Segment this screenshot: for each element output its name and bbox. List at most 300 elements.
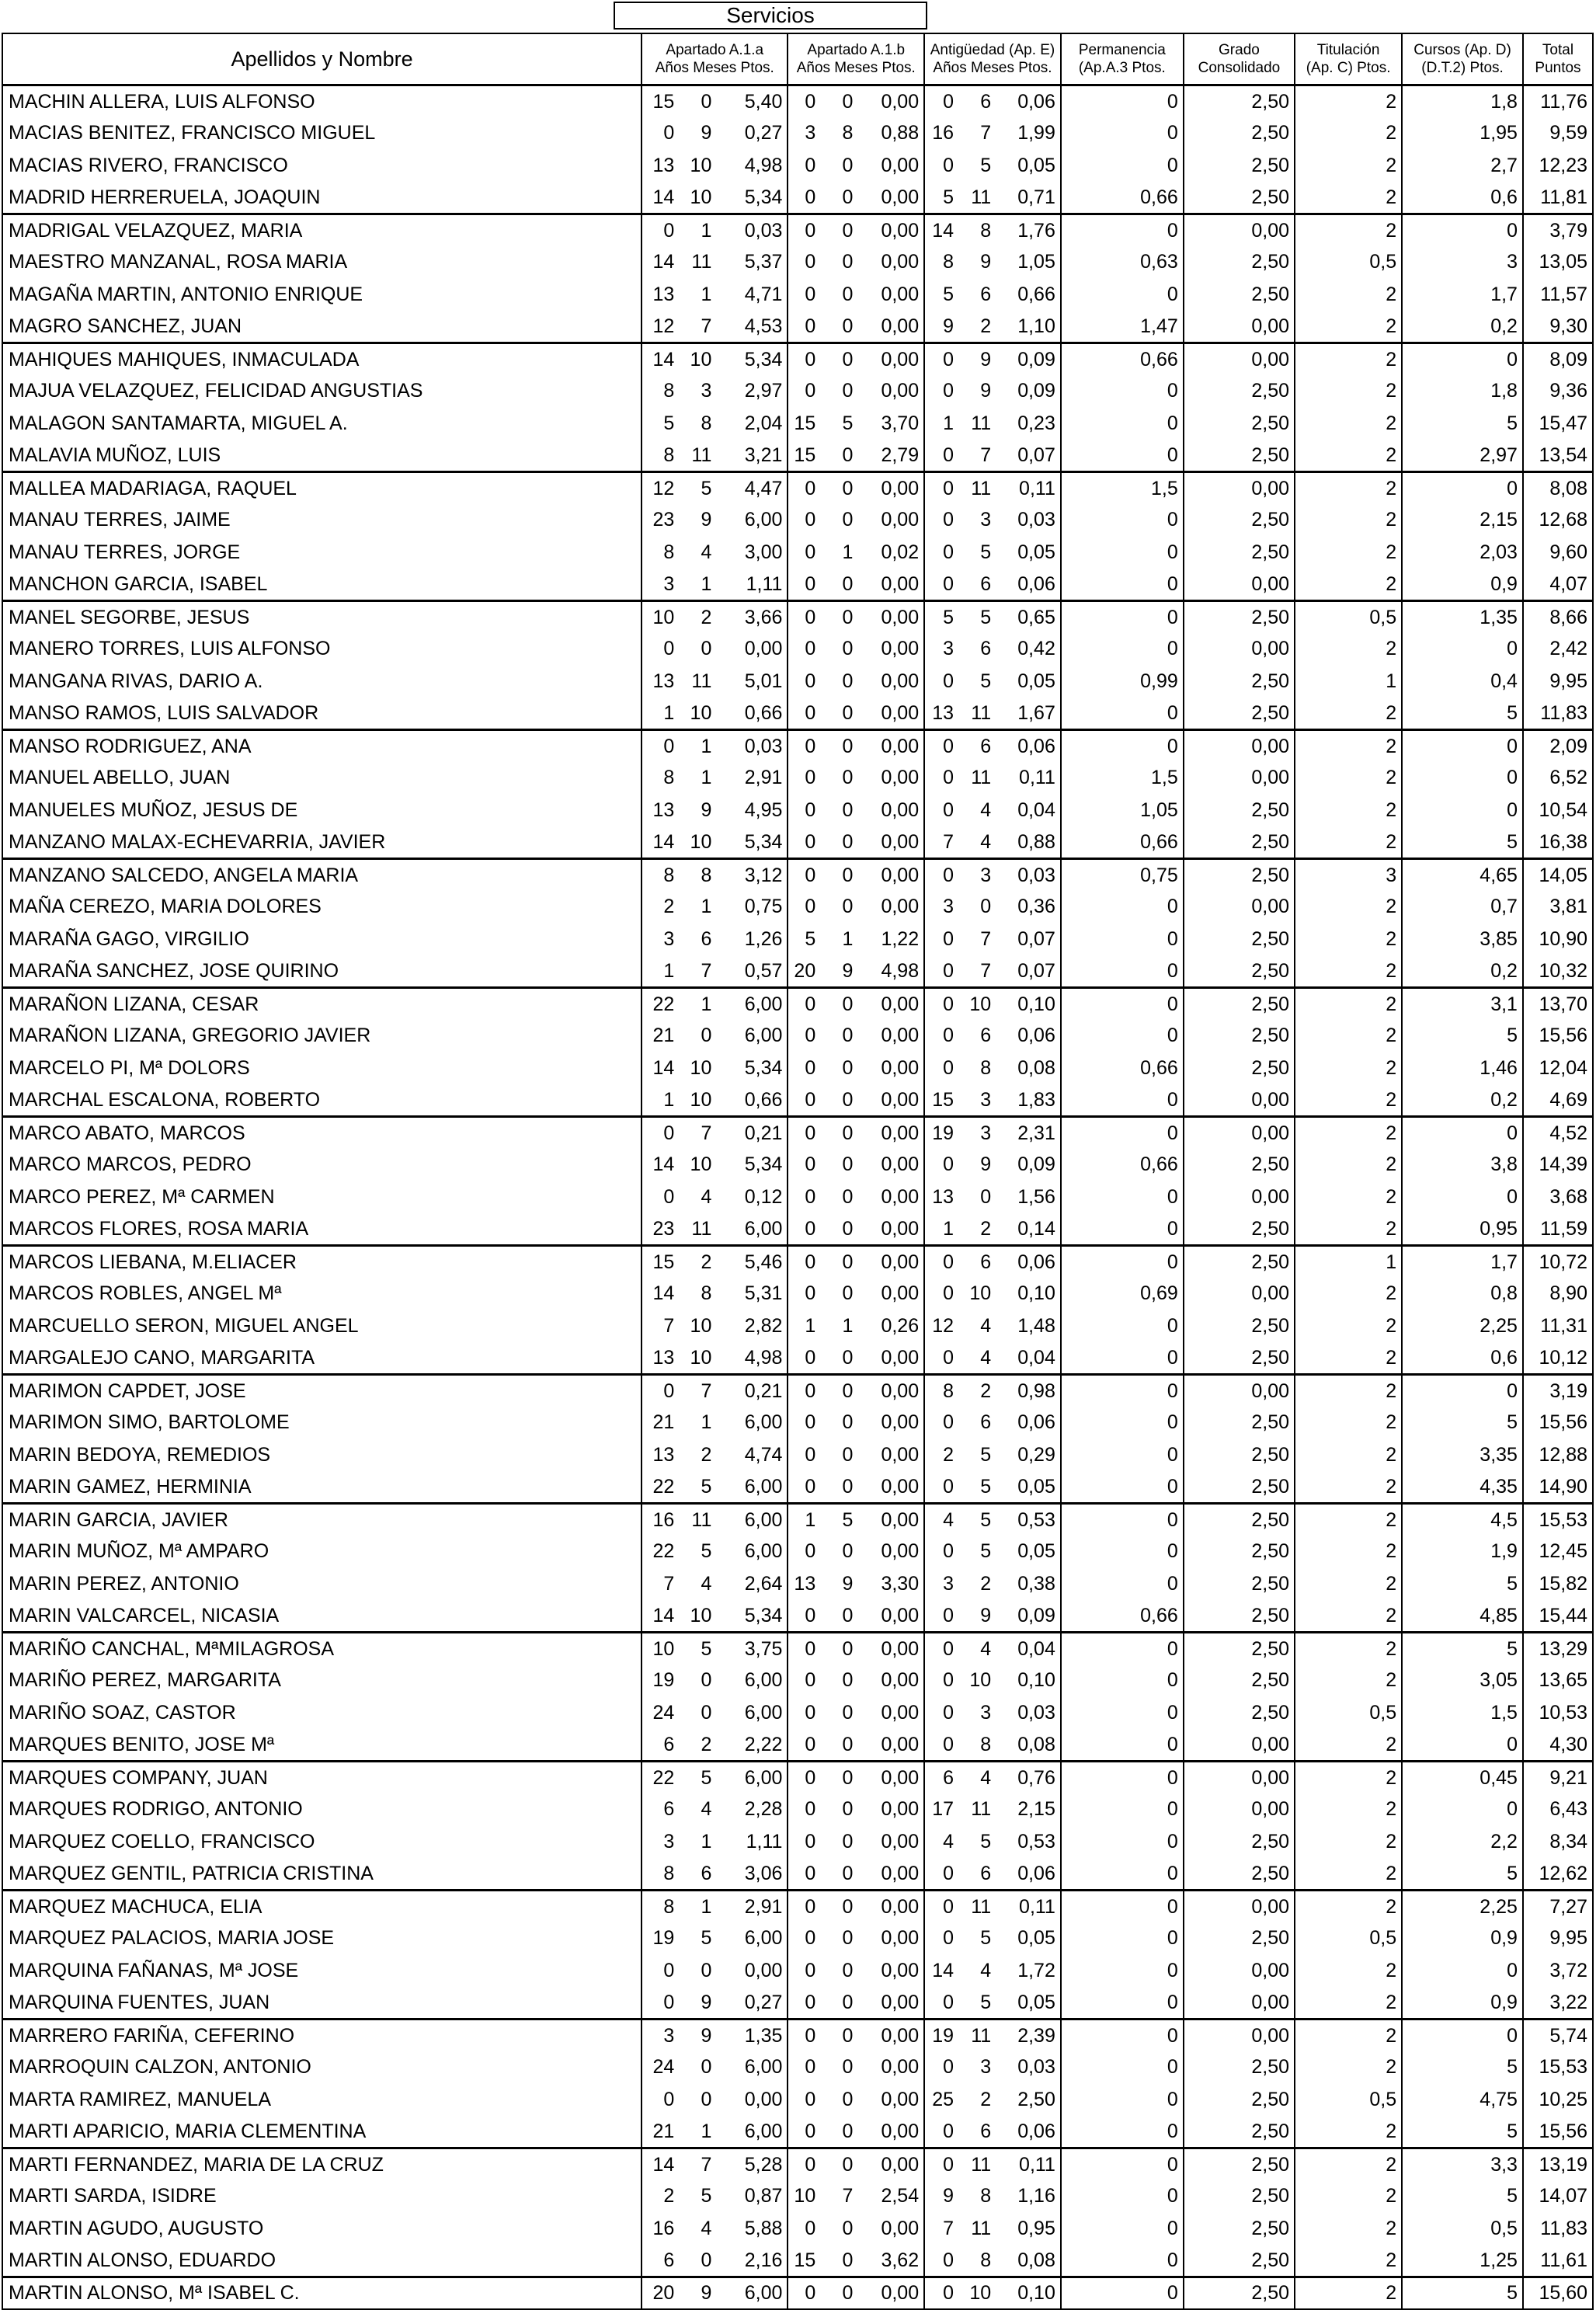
- a1a-anos-cell: 14: [642, 1600, 679, 1633]
- grado-cell: 2,50: [1184, 182, 1295, 214]
- permanencia-cell: 0,66: [1061, 1600, 1184, 1633]
- a1a-ptos-cell: 0,57: [716, 955, 788, 988]
- grado-cell: 2,50: [1184, 246, 1295, 279]
- cursos-cell: 0: [1402, 1117, 1523, 1150]
- name-cell: MALAVIA MUÑOZ, LUIS: [2, 440, 642, 472]
- a1a-anos-cell: 19: [642, 1922, 679, 1955]
- a1b-ptos-cell: 3,62: [857, 2245, 924, 2277]
- name-cell: MARIN GAMEZ, HERMINIA: [2, 1471, 642, 1504]
- antiguedad-meses-cell: 7: [980, 444, 992, 466]
- a1a-meses-cell: 1: [679, 730, 716, 763]
- antiguedad-ptos-cell: 0,04: [996, 1342, 1061, 1375]
- cursos-cell: 1,8: [1402, 85, 1523, 118]
- a1a-meses-cell: 10: [690, 701, 712, 724]
- cursos-line1: Cursos (Ap. D): [1413, 42, 1511, 58]
- grado-cell: 2,50: [1184, 1149, 1295, 1181]
- a1b-anos-cell: 0: [788, 795, 820, 827]
- total-cell: 4,52: [1523, 1117, 1593, 1150]
- name-cell: MARIMON SIMO, BARTOLOME: [2, 1407, 642, 1439]
- a1b-anos-cell: 0: [788, 1020, 820, 1052]
- a1a-ptos-cell: 2,22: [716, 1729, 788, 1762]
- a1b-anos-cell: 0: [788, 1117, 820, 1150]
- antiguedad-meses-cell: 11: [958, 472, 996, 505]
- antiguedad-anos-cell: 0: [924, 440, 958, 472]
- antiguedad-meses-cell: 11: [958, 1891, 996, 1923]
- cursos-cell: 3: [1402, 246, 1523, 279]
- a1a-meses-cell: 5: [701, 1540, 712, 1563]
- a1b-meses-cell: 0: [820, 343, 857, 376]
- grado-cell: 0,00: [1184, 569, 1295, 601]
- grado-cell: 0,00: [1184, 1987, 1295, 2020]
- a1a-anos-cell: 21: [642, 1407, 679, 1439]
- permanencia-cell: 1,5: [1061, 472, 1184, 505]
- grado-cell: 0,00: [1184, 1278, 1295, 1310]
- grado-cell: 2,50: [1184, 1052, 1295, 1085]
- grado-cell: 2,50: [1184, 1697, 1295, 1730]
- antiguedad-ptos-cell: 0,10: [996, 988, 1061, 1021]
- a1b-ptos-cell: 0,00: [857, 1020, 924, 1052]
- a1b-meses-cell: 0: [842, 315, 854, 337]
- a1a-anos-cell: 14: [642, 343, 679, 376]
- a1b-anos-cell: 0: [788, 246, 820, 279]
- titulacion-cell: 2: [1295, 1117, 1402, 1150]
- a1a-anos-cell: 8: [642, 1891, 679, 1923]
- a1b-anos-cell: 1: [788, 1310, 820, 1343]
- a1a-anos-cell: 2: [642, 891, 679, 924]
- a1b-ptos-cell: 0,00: [857, 1826, 924, 1859]
- a1b-ptos-cell: 0,00: [857, 1536, 924, 1568]
- titulacion-cell: 0,5: [1295, 2084, 1402, 2117]
- name-cell: MARTA RAMIREZ, MANUELA: [2, 2084, 642, 2117]
- antiguedad-anos-cell: 0: [924, 85, 958, 118]
- a1b-anos-cell: 0: [788, 343, 820, 376]
- a1b-ptos-cell: 0,00: [857, 1600, 924, 1633]
- antiguedad-anos-cell: 25: [924, 2084, 958, 2117]
- a1a-anos-cell: 5: [642, 408, 679, 440]
- a1a-ptos-cell: 4,74: [716, 1439, 788, 1472]
- a1b-meses-cell: 7: [842, 2185, 854, 2207]
- cursos-cell: 0,4: [1402, 666, 1523, 698]
- titulacion-cell: 2: [1295, 1375, 1402, 1407]
- antiguedad-anos-cell: 0: [924, 666, 958, 698]
- a1b-meses-cell: 0: [842, 1443, 854, 1466]
- a1a-meses-cell: 2: [701, 1733, 712, 1755]
- a1b-ptos-cell: 0,00: [857, 666, 924, 698]
- total-cell: 12,62: [1523, 1858, 1593, 1891]
- a1b-ptos-cell: 0,00: [857, 1246, 924, 1279]
- antiguedad-ptos-cell: 0,03: [996, 2051, 1061, 2084]
- total-cell: 14,90: [1523, 1471, 1593, 1504]
- antiguedad-ptos-cell: 0,42: [996, 633, 1061, 666]
- grado-cell: 2,50: [1184, 1633, 1295, 1665]
- a1b-meses-cell: 9: [842, 959, 854, 982]
- total-cell: 3,81: [1523, 891, 1593, 924]
- cursos-cell: 5: [1402, 2180, 1523, 2213]
- a1b-anos-cell: 0: [788, 2148, 820, 2181]
- name-cell: MADRID HERRERUELA, JOAQUIN: [2, 182, 642, 214]
- a1a-anos-cell: 13: [642, 1439, 679, 1472]
- a1a-anos-cell: 13: [642, 795, 679, 827]
- cursos-cell: 1,8: [1402, 375, 1523, 408]
- antiguedad-anos-cell: 3: [924, 891, 958, 924]
- antiguedad-meses-cell: 4: [980, 830, 992, 853]
- a1a-meses-cell: 9: [701, 798, 712, 821]
- a1a-meses-cell: 11: [679, 1504, 716, 1536]
- total-cell: 8,66: [1523, 601, 1593, 634]
- permanencia-cell: 0: [1061, 408, 1184, 440]
- total-cell: 9,59: [1523, 117, 1593, 150]
- total-cell: 11,61: [1523, 2245, 1593, 2277]
- antiguedad-ptos-cell: 0,09: [996, 1600, 1061, 1633]
- a1b-anos-cell: 0: [788, 1600, 820, 1633]
- a1a-meses-cell: 11: [691, 670, 712, 692]
- antiguedad-anos-cell: 0: [924, 1697, 958, 1730]
- titulacion-cell: 2: [1295, 150, 1402, 183]
- cursos-cell: 3,1: [1402, 988, 1523, 1021]
- grado-cell: 2,50: [1184, 955, 1295, 988]
- total-cell: 11,57: [1523, 279, 1593, 311]
- a1b-ptos-cell: 0,00: [857, 730, 924, 763]
- name-cell: MADRIGAL VELAZQUEZ, MARIA: [2, 214, 642, 247]
- antiguedad-meses-cell: 5: [980, 670, 992, 692]
- cursos-cell: 0: [1402, 1375, 1523, 1407]
- cursos-cell: 2,03: [1402, 537, 1523, 569]
- antiguedad-ptos-cell: 0,11: [996, 762, 1061, 795]
- grado-cell: 2,50: [1184, 1020, 1295, 1052]
- a1b-ptos-cell: 0,00: [857, 1504, 924, 1536]
- a1a-meses-cell: 5: [679, 1762, 716, 1794]
- cursos-cell: 0: [1402, 1793, 1523, 1826]
- antiguedad-anos-cell: 0: [924, 1536, 958, 1568]
- titulacion-cell: 2: [1295, 311, 1402, 343]
- total-cell: 15,44: [1523, 1600, 1593, 1633]
- grado-cell: 2,50: [1184, 1665, 1295, 1697]
- name-cell: MAHIQUES MAHIQUES, INMACULADA: [2, 343, 642, 376]
- a1a-meses-cell: 10: [679, 343, 716, 376]
- a1a-anos-cell: 0: [642, 1955, 679, 1988]
- permanencia-cell: 0: [1061, 955, 1184, 988]
- a1b-anos-cell: 0: [788, 1439, 820, 1472]
- a1b-meses-cell: 0: [842, 1217, 854, 1240]
- total-cell: 9,21: [1523, 1762, 1593, 1794]
- a1a-meses-cell: 4: [701, 1798, 712, 1821]
- antiguedad-ptos-cell: 0,65: [996, 601, 1061, 634]
- a1b-anos-cell: 0: [788, 375, 820, 408]
- total-cell: 10,90: [1523, 924, 1593, 956]
- a1a-meses-cell: 0: [701, 2249, 712, 2271]
- titulacion-cell: 2: [1295, 1762, 1402, 1794]
- a1a-ptos-cell: 0,21: [716, 1375, 788, 1407]
- a1a-ptos-cell: 6,00: [716, 1020, 788, 1052]
- titulacion-cell: 2: [1295, 1439, 1402, 1472]
- table-row: [2, 666, 1593, 698]
- a1b-anos-cell: 1: [788, 1504, 820, 1536]
- total-cell: 12,45: [1523, 1536, 1593, 1568]
- a1a-anos-cell: 13: [642, 279, 679, 311]
- a1b-ptos-cell: 0,00: [857, 1633, 924, 1665]
- name-cell: MARQUEZ GENTIL, PATRICIA CRISTINA: [2, 1858, 642, 1891]
- a1b-meses-cell: 0: [842, 2088, 854, 2110]
- a1b-anos-cell: 0: [788, 859, 820, 892]
- a1a-anos-cell: 0: [642, 1375, 679, 1407]
- antiguedad-anos-cell: 0: [924, 1471, 958, 1504]
- permanencia-cell: 0: [1061, 988, 1184, 1021]
- a1b-anos-cell: 0: [788, 1697, 820, 1730]
- permanencia-cell: 0: [1061, 1697, 1184, 1730]
- antiguedad-ptos-cell: 0,71: [996, 182, 1061, 214]
- grado-line1: Grado: [1219, 42, 1260, 58]
- a1b-anos-cell: 0: [788, 826, 820, 859]
- a1b-anos-cell: 20: [788, 955, 820, 988]
- total-cell: 15,56: [1523, 2116, 1593, 2148]
- a1a-meses-cell: 10: [690, 186, 712, 208]
- antiguedad-meses-cell: 6: [980, 283, 992, 305]
- grado-cell: 0,00: [1184, 214, 1295, 247]
- a1a-ptos-cell: 1,26: [716, 924, 788, 956]
- grado-cell: 2,50: [1184, 1858, 1295, 1891]
- name-cell: MAESTRO MANZANAL, ROSA MARIA: [2, 246, 642, 279]
- antiguedad-ptos-cell: 0,53: [996, 1826, 1061, 1859]
- total-cell: 15,53: [1523, 1504, 1593, 1536]
- name-cell: MARIMON CAPDET, JOSE: [2, 1375, 642, 1407]
- cursos-cell: 0,7: [1402, 891, 1523, 924]
- titulacion-cell: 0,5: [1295, 246, 1402, 279]
- titulacion-cell: 2: [1295, 2148, 1402, 2181]
- a1b-ptos-cell: 0,00: [857, 2051, 924, 2084]
- a1a-meses-cell: 5: [679, 1633, 716, 1665]
- antiguedad-anos-cell: 19: [924, 1117, 958, 1150]
- total-cell: 11,59: [1523, 1213, 1593, 1246]
- total-cell: 4,30: [1523, 1729, 1593, 1762]
- a1b-ptos-cell: 0,00: [857, 1471, 924, 1504]
- antiguedad-anos-cell: 6: [924, 1762, 958, 1794]
- cursos-cell: 2,97: [1402, 440, 1523, 472]
- a1a-ptos-cell: 5,46: [716, 1246, 788, 1279]
- cursos-cell: 5: [1402, 2116, 1523, 2148]
- a1a-anos-cell: 8: [642, 859, 679, 892]
- titulacion-cell: 2: [1295, 2180, 1402, 2213]
- a1b-meses-cell: 1: [842, 927, 854, 950]
- a1b-meses-cell: 0: [820, 472, 857, 505]
- table-row: [2, 2245, 1593, 2277]
- a1a-meses-cell: 0: [701, 1701, 712, 1724]
- a1a-ptos-cell: 5,28: [716, 2148, 788, 2181]
- grado-cell: 0,00: [1184, 762, 1295, 795]
- grado-cell: 2,50: [1184, 150, 1295, 183]
- a1a-ptos-cell: 0,87: [716, 2180, 788, 2213]
- a1b-anos-cell: 3: [788, 117, 820, 150]
- a1a-anos-cell: 12: [642, 311, 679, 343]
- a1b-meses-cell: 0: [842, 1862, 854, 1884]
- permanencia-cell: 0: [1061, 537, 1184, 569]
- a1b-ptos-cell: 0,00: [857, 1084, 924, 1117]
- antiguedad-meses-cell: 3: [980, 509, 992, 531]
- antiguedad-ptos-cell: 0,08: [996, 2245, 1061, 2277]
- antiguedad-ptos-cell: 2,31: [996, 1117, 1061, 1150]
- cursos-cell: 0,9: [1402, 1987, 1523, 2020]
- a1a-meses-cell: 7: [701, 959, 712, 982]
- a1b-meses-cell: 0: [842, 830, 854, 853]
- permanencia-cell: 0: [1061, 150, 1184, 183]
- a1b-anos-cell: 13: [788, 1568, 820, 1601]
- antiguedad-anos-cell: 4: [924, 1826, 958, 1859]
- antiguedad-meses-cell: 5: [980, 1443, 992, 1466]
- a1a-meses-cell: 1: [679, 1891, 716, 1923]
- permanencia-cell: 0: [1061, 2020, 1184, 2052]
- a1a-ptos-cell: 0,21: [716, 1117, 788, 1150]
- permanencia-cell: 0: [1061, 1117, 1184, 1150]
- a1b-meses-cell: 0: [842, 701, 854, 724]
- table-row: [2, 1246, 1593, 1279]
- a1b-anos-cell: 0: [788, 1246, 820, 1279]
- antiguedad-ptos-cell: 0,03: [996, 504, 1061, 537]
- antiguedad-anos-cell: 0: [924, 1922, 958, 1955]
- antiguedad-meses-cell: 6: [980, 1862, 992, 1884]
- name-cell: MARAÑON LIZANA, CESAR: [2, 988, 642, 1021]
- a1a-anos-cell: 14: [642, 1278, 679, 1310]
- a1a-anos-cell: 0: [642, 1987, 679, 2020]
- grado-cell: 0,00: [1184, 1729, 1295, 1762]
- permanencia-cell: 0,66: [1061, 182, 1184, 214]
- a1b-anos-cell: 0: [788, 2213, 820, 2246]
- table-row: [2, 1793, 1593, 1826]
- antiguedad-meses-cell: 6: [958, 1246, 996, 1279]
- a1a-meses-cell: 8: [701, 1282, 712, 1305]
- total-cell: 7,27: [1523, 1891, 1593, 1923]
- antiguedad-anos-cell: 0: [924, 955, 958, 988]
- a1a-ptos-cell: 2,28: [716, 1793, 788, 1826]
- antiguedad-ptos-cell: 1,48: [996, 1310, 1061, 1343]
- table-row: [2, 569, 1593, 601]
- a1b-anos-cell: 0: [788, 698, 820, 730]
- a1a-anos-cell: 7: [642, 1310, 679, 1343]
- antiguedad-meses-cell: 3: [980, 1701, 992, 1724]
- a1a-ptos-cell: 6,00: [716, 988, 788, 1021]
- a1b-ptos-cell: 0,00: [857, 472, 924, 505]
- name-cell: MANZANO MALAX-ECHEVARRIA, JAVIER: [2, 826, 642, 859]
- total-cell: 2,09: [1523, 730, 1593, 763]
- titulacion-cell: 2: [1295, 2116, 1402, 2148]
- grado-cell: 0,00: [1184, 1117, 1295, 1150]
- a1a-meses-cell: 10: [690, 1314, 712, 1337]
- name-cell: MARCUELLO SERON, MIGUEL ANGEL: [2, 1310, 642, 1343]
- table-row: [2, 1568, 1593, 1601]
- a1b-meses-cell: 0: [842, 798, 854, 821]
- permanencia-cell: 0: [1061, 2148, 1184, 2181]
- antiguedad-anos-cell: 1: [924, 1213, 958, 1246]
- grado-cell: 2,50: [1184, 2180, 1295, 2213]
- a1a-anos-cell: 13: [642, 666, 679, 698]
- permanencia-cell: 0,66: [1061, 826, 1184, 859]
- antiguedad-anos-cell: 7: [924, 2213, 958, 2246]
- total-cell: 13,19: [1523, 2148, 1593, 2181]
- a1a-meses-cell: 4: [701, 1185, 712, 1208]
- titulacion-cell: 2: [1295, 795, 1402, 827]
- antiguedad-ptos-cell: 1,99: [996, 117, 1061, 150]
- antiguedad-meses-cell: 10: [969, 1669, 992, 1692]
- a1b-anos-cell: 15: [788, 440, 820, 472]
- name-cell: MARQUES RODRIGO, ANTONIO: [2, 1793, 642, 1826]
- a1b-ptos-cell: 0,00: [857, 859, 924, 892]
- total-cell: 10,32: [1523, 955, 1593, 988]
- a1b-ptos-cell: 0,00: [857, 826, 924, 859]
- table-row: [2, 504, 1593, 537]
- cursos-cell: 0,2: [1402, 1084, 1523, 1117]
- total-cell: 9,60: [1523, 537, 1593, 569]
- antiguedad-meses-cell: 6: [980, 638, 992, 660]
- name-cell: MACIAS RIVERO, FRANCISCO: [2, 150, 642, 183]
- cursos-cell: 1,25: [1402, 2245, 1523, 2277]
- antiguedad-meses-cell: 9: [980, 1153, 992, 1176]
- a1b-meses-cell: 0: [842, 1282, 854, 1305]
- antiguedad-ptos-cell: 0,76: [996, 1762, 1061, 1794]
- antiguedad-anos-cell: 8: [924, 246, 958, 279]
- cursos-cell: 0: [1402, 730, 1523, 763]
- a1b-ptos-cell: 1,22: [857, 924, 924, 956]
- titulacion-cell: 0,5: [1295, 601, 1402, 634]
- name-cell: MARRERO FARIÑA, CEFERINO: [2, 2020, 642, 2052]
- antiguedad-anos-cell: 0: [924, 859, 958, 892]
- total-cell: 8,09: [1523, 343, 1593, 376]
- a1a-ptos-cell: 4,71: [716, 279, 788, 311]
- table-row: [2, 1665, 1593, 1697]
- a1a-anos-cell: 6: [642, 1729, 679, 1762]
- a1b-meses-cell: 0: [842, 767, 854, 789]
- table-row: [2, 2051, 1593, 2084]
- cursos-cell: 1,7: [1402, 279, 1523, 311]
- grado-cell: 2,50: [1184, 826, 1295, 859]
- antiguedad-ptos-cell: 0,07: [996, 440, 1061, 472]
- a1b-anos-cell: 0: [788, 150, 820, 183]
- grado-cell: 0,00: [1184, 1793, 1295, 1826]
- permanencia-cell: 0: [1061, 1471, 1184, 1504]
- cursos-cell: 0,9: [1402, 1922, 1523, 1955]
- a1a-anos-cell: 14: [642, 826, 679, 859]
- a1a-ptos-cell: 2,64: [716, 1568, 788, 1601]
- a1a-meses-cell: 1: [679, 988, 716, 1021]
- antiguedad-ptos-cell: 2,39: [996, 2020, 1061, 2052]
- a1b-anos-cell: 0: [788, 1762, 820, 1794]
- antiguedad-meses-cell: 11: [971, 412, 992, 434]
- antiguedad-meses-cell: 4: [980, 1314, 992, 1337]
- a1b-meses-cell: 0: [820, 859, 857, 892]
- grado-cell: 2,50: [1184, 2084, 1295, 2117]
- name-cell: MALAGON SANTAMARTA, MIGUEL A.: [2, 408, 642, 440]
- titulacion-cell: 2: [1295, 1858, 1402, 1891]
- a1a-meses-cell: 0: [701, 2056, 712, 2079]
- a1b-ptos-cell: 2,54: [857, 2180, 924, 2213]
- table-row: [2, 1729, 1593, 1762]
- name-cell: MARQUEZ COELLO, FRANCISCO: [2, 1826, 642, 1859]
- permanencia-cell: 0,69: [1061, 1278, 1184, 1310]
- titulacion-cell: 2: [1295, 1084, 1402, 1117]
- a1a-title: Apartado A.1.a: [666, 42, 764, 58]
- a1b-ptos-cell: 0,00: [857, 182, 924, 214]
- a1a-anos-cell: 23: [642, 504, 679, 537]
- table-row: [2, 2180, 1593, 2213]
- antiguedad-meses-cell: 9: [980, 1604, 992, 1626]
- a1a-ptos-cell: 1,11: [716, 569, 788, 601]
- a1a-anos-cell: 6: [642, 1793, 679, 1826]
- permanencia-line2: (Ap.A.3 Ptos.: [1078, 60, 1166, 76]
- permanencia-cell: 1,05: [1061, 795, 1184, 827]
- grado-cell: 2,50: [1184, 440, 1295, 472]
- titulacion-cell: 2: [1295, 1310, 1402, 1343]
- a1a-anos-cell: 14: [642, 182, 679, 214]
- antiguedad-ptos-cell: 1,83: [996, 1084, 1061, 1117]
- table-row: [2, 1762, 1593, 1794]
- total-cell: 3,79: [1523, 214, 1593, 247]
